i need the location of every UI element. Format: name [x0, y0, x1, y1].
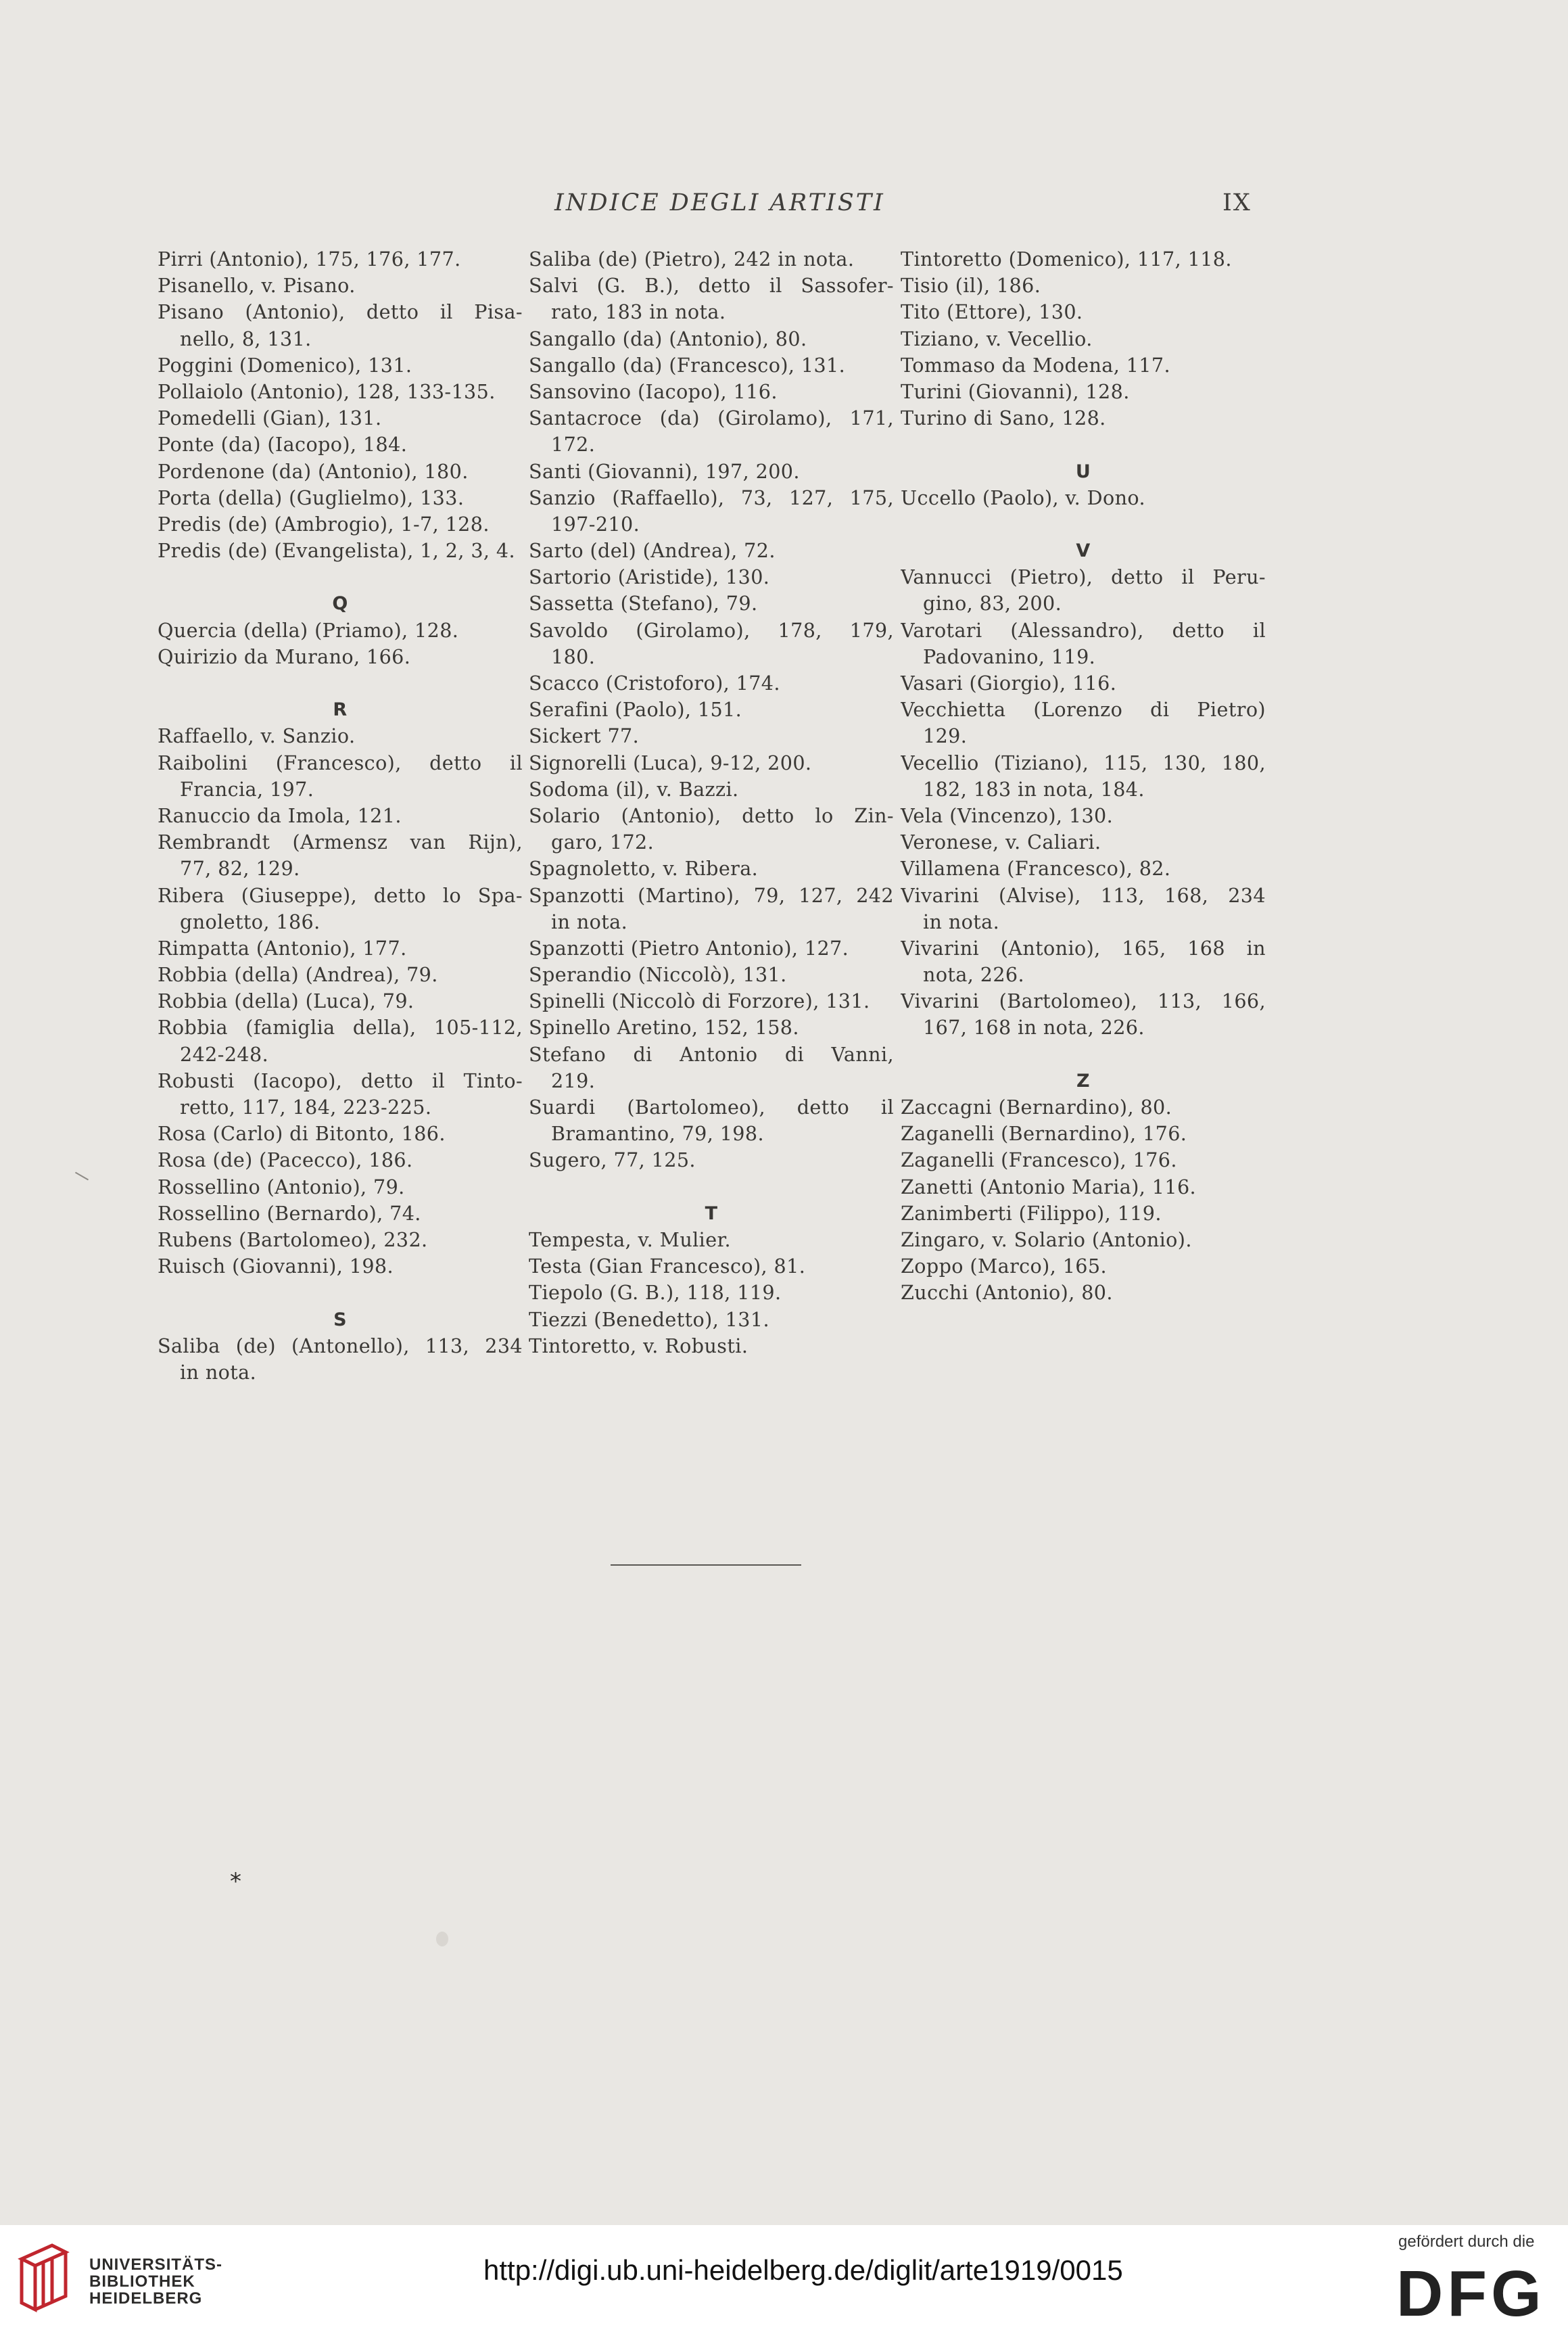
index-entry-line: Rossellino (Bernardo), 74. [158, 1201, 421, 1225]
dfg-logo[interactable]: DFG [1396, 2258, 1546, 2330]
index-entry-line: Robusti (Iacopo), detto il Tinto- [158, 1069, 523, 1092]
index-entry-line: Spinello Aretino, 152, 158. [529, 1016, 799, 1039]
index-entry-line: Sodoma (il), v. Bazzi. [529, 777, 739, 801]
index-entry-line: Zanetti (Antonio Maria), 116. [901, 1175, 1197, 1198]
index-entry-line: Spanzotti (Pietro Antonio), 127. [529, 936, 849, 960]
index-entry-line: gino, 83, 200. [923, 592, 1062, 615]
index-entry-line: Ponte (da) (Iacopo), 184. [158, 433, 408, 457]
index-entry-line: in nota. [180, 1360, 257, 1384]
index-entry-line: 242-248. [180, 1042, 269, 1066]
index-entry-line: Vecchietta (Lorenzo di Pietro) [901, 698, 1266, 722]
index-entry-line: Pordenone (da) (Antonio), 180. [158, 459, 469, 483]
index-entry-line: Zoppo (Marco), 165. [901, 1255, 1107, 1278]
index-entry-line: Sugero, 77, 125. [529, 1148, 696, 1172]
digitization-url-link[interactable]: http://digi.ub.uni-heidelberg.de/diglit/arte1919/0015 [483, 2254, 1123, 2286]
index-entry-line: Tempesta, v. Mulier. [529, 1228, 731, 1251]
index-entry-line: Uccello (Paolo), v. Dono. [901, 486, 1146, 509]
index-entry-line: 172. [551, 433, 596, 457]
section-letter-heading: Q [332, 593, 348, 615]
index-entry-line: Pisano (Antonio), detto il Pisa- [158, 300, 523, 324]
index-entry-line: Ruisch (Giovanni), 198. [158, 1255, 394, 1278]
section-letter-heading: T [705, 1202, 718, 1224]
index-entry-line: Savoldo (Girolamo), 178, 179, [529, 618, 894, 642]
index-entry-line: Zaccagni (Bernardino), 80. [901, 1096, 1172, 1119]
index-entry-line: Padovanino, 119. [923, 645, 1096, 668]
index-entry-line: Pollaiolo (Antonio), 128, 133-135. [158, 379, 496, 403]
index-entry-line: Tintoretto, v. Robusti. [529, 1334, 749, 1357]
index-entry-line: Varotari (Alessandro), detto il [901, 618, 1266, 642]
index-entry-line: 77, 82, 129. [180, 857, 300, 881]
running-title: INDICE DEGLI ARTISTI [554, 189, 885, 216]
index-entry-line: Robbia (della) (Luca), 79. [158, 989, 414, 1013]
index-entry-line: Vecellio (Tiziano), 115, 130, 180, [901, 751, 1266, 774]
index-entry-line: Zanimberti (Filippo), 119. [901, 1201, 1162, 1225]
section-letter-heading: Z [1076, 1070, 1090, 1092]
index-entry-line: Turino di Sano, 128. [901, 406, 1106, 430]
index-entry-line: Spinelli (Niccolò di Forzore), 131. [529, 989, 870, 1013]
index-entry-line: nello, 8, 131. [180, 327, 312, 350]
index-entry-line: Vannucci (Pietro), detto il Peru- [901, 565, 1266, 589]
index-entry-line: Stefano di Antonio di Vanni, [529, 1042, 894, 1066]
index-entry-line: 167, 168 in nota, 226. [923, 1016, 1145, 1039]
index-entry-line: Pisanello, v. Pisano. [158, 274, 356, 298]
index-entry-line: Rosa (Carlo) di Bitonto, 186. [158, 1122, 446, 1146]
index-entry-line: Rossellino (Antonio), 79. [158, 1175, 405, 1198]
index-entry-line: Vivarini (Alvise), 113, 168, 234 [901, 883, 1266, 907]
index-entry-line: Sansovino (Iacopo), 116. [529, 379, 778, 403]
index-column-3 [901, 246, 1266, 1307]
library-logo-icon[interactable] [15, 2239, 76, 2316]
index-entry-line: Sarto (del) (Andrea), 72. [529, 539, 776, 563]
index-entry-line: Quirizio da Murano, 166. [158, 645, 411, 668]
index-entry-line: Sanzio (Raffaello), 73, 127, 175, [529, 486, 894, 509]
page-header [0, 189, 1568, 223]
index-entry-line: nota, 226. [923, 963, 1025, 987]
index-entry-line: in nota. [923, 910, 1000, 933]
index-column-2 [529, 246, 894, 1359]
index-entry-line: Poggini (Domenico), 131. [158, 353, 412, 377]
index-entry-line: Sartorio (Aristide), 130. [529, 565, 770, 589]
index-entry-line: Tiezzi (Benedetto), 131. [529, 1307, 769, 1331]
index-entry-line: Santacroce (da) (Girolamo), 171, [529, 406, 894, 430]
index-entry-line: Tisio (il), 186. [901, 274, 1041, 298]
index-entry-line: Bramantino, 79, 198. [551, 1122, 764, 1146]
index-entry-line: Saliba (de) (Pietro), 242 in nota. [529, 248, 855, 271]
section-letter-heading: R [333, 699, 348, 721]
index-entry-line: Vasari (Giorgio), 116. [901, 672, 1117, 695]
blank-line [158, 564, 523, 590]
digitization-footer [0, 2225, 1568, 2336]
library-name-line: UNIVERSITÄTS- [89, 2256, 223, 2274]
blank-line [901, 1042, 1266, 1068]
index-entry-line: gnoletto, 186. [180, 910, 320, 933]
index-entry-line: 180. [551, 645, 596, 668]
index-entry-line: Ribera (Giuseppe), detto lo Spa- [158, 883, 523, 907]
index-entry-line: Quercia (della) (Priamo), 128. [158, 618, 459, 642]
index-entry-line: Villamena (Francesco), 82. [901, 857, 1171, 881]
index-entry-line: Rembrandt (Armensz van Rijn), [158, 831, 523, 854]
index-entry-line: Tiepolo (G. B.), 118, 119. [529, 1281, 782, 1305]
index-entry-line: Scacco (Cristoforo), 174. [529, 672, 780, 695]
library-name-line: HEIDELBERG [89, 2289, 203, 2308]
blank-line [158, 670, 523, 697]
index-entry-line: Signorelli (Luca), 9-12, 200. [529, 751, 812, 774]
index-entry-line: Veronese, v. Caliari. [901, 831, 1101, 854]
index-entry-line: Tommaso da Modena, 117. [901, 353, 1170, 377]
index-entry-line: Zucchi (Antonio), 80. [901, 1281, 1113, 1305]
index-entry-line: Tito (Ettore), 130. [901, 300, 1083, 324]
index-entry-line: Sassetta (Stefano), 79. [529, 592, 758, 615]
index-entry-line: in nota. [551, 910, 628, 933]
index-entry-line: Zaganelli (Francesco), 176. [901, 1148, 1177, 1172]
index-entry-line: Rubens (Bartolomeo), 232. [158, 1228, 428, 1251]
index-entry-line: Robbia (della) (Andrea), 79. [158, 963, 438, 987]
index-entry-line: Vela (Vincenzo), 130. [901, 803, 1114, 827]
index-entry-line: Francia, 197. [180, 777, 314, 801]
index-entry-line: Turini (Giovanni), 128. [901, 379, 1130, 403]
index-entry-line: Predis (de) (Evangelista), 1, 2, 3, 4. [158, 539, 515, 563]
index-entry-line: Spanzotti (Martino), 79, 127, 242 [529, 883, 894, 907]
library-name-line: BIBLIOTHEK [89, 2272, 195, 2291]
index-entry-line: Zingaro, v. Solario (Antonio). [901, 1228, 1192, 1251]
index-entry-line: retto, 117, 184, 223-225. [180, 1096, 432, 1119]
asterisk-mark: * [230, 1868, 241, 1895]
index-entry-line: Sickert 77. [529, 724, 640, 748]
index-entry-line: Salvi (G. B.), detto il Sassofer- [529, 274, 894, 298]
index-entry-line: Sangallo (da) (Francesco), 131. [529, 353, 846, 377]
end-rule [611, 1564, 801, 1566]
blank-line [529, 1174, 894, 1200]
index-entry-line: Tintoretto (Domenico), 117, 118. [901, 248, 1232, 271]
library-name[interactable] [89, 2256, 222, 2307]
index-entry-line: Raibolini (Francesco), detto il [158, 751, 523, 774]
index-entry-line: Raffaello, v. Sanzio. [158, 724, 356, 748]
index-entry-line: 182, 183 in nota, 184. [923, 777, 1145, 801]
index-entry-line: Zaganelli (Bernardino), 176. [901, 1122, 1187, 1146]
index-entry-line: Vivarini (Bartolomeo), 113, 166, [901, 989, 1266, 1013]
index-entry-line: Vivarini (Antonio), 165, 168 in [901, 936, 1266, 960]
index-entry-line: 129. [923, 724, 968, 748]
index-entry-line: Pomedelli (Gian), 131. [158, 406, 382, 430]
blank-line [901, 511, 1266, 538]
index-entry-line: Rosa (de) (Pacecco), 186. [158, 1148, 413, 1172]
index-entry-line: Robbia (famiglia della), 105-112, [158, 1016, 523, 1039]
blank-line [158, 1280, 523, 1306]
page-number: IX [1222, 189, 1252, 216]
index-entry-line: Saliba (de) (Antonello), 113, 234 [158, 1334, 523, 1357]
index-entry-line: Solario (Antonio), detto lo Zin- [529, 803, 894, 827]
index-entry-line: Testa (Gian Francesco), 81. [529, 1255, 806, 1278]
index-entry-line: Pirri (Antonio), 175, 176, 177. [158, 248, 461, 271]
index-entry-line: 219. [551, 1069, 596, 1092]
index-column-1 [158, 246, 523, 1386]
section-letter-heading: U [1075, 461, 1091, 482]
index-entry-line: Predis (de) (Ambrogio), 1-7, 128. [158, 512, 490, 536]
index-entry-line: Ranuccio da Imola, 121. [158, 803, 402, 827]
index-entry-line: Suardi (Bartolomeo), detto il [529, 1096, 894, 1119]
paper-smudge [436, 1932, 448, 1946]
index-entry-line: rato, 183 in nota. [551, 300, 726, 324]
index-entry-line: Santi (Giovanni), 197, 200. [529, 459, 800, 483]
index-entry-line: 197-210. [551, 512, 640, 536]
index-entry-line: Sangallo (da) (Antonio), 80. [529, 327, 807, 350]
index-entry-line: Spagnoletto, v. Ribera. [529, 857, 759, 881]
index-entry-line: Serafini (Paolo), 151. [529, 698, 742, 722]
section-letter-heading: S [333, 1309, 347, 1330]
index-entry-line: Rimpatta (Antonio), 177. [158, 936, 407, 960]
section-letter-heading: V [1076, 540, 1091, 562]
blank-line [901, 431, 1266, 458]
index-entry-line: Sperandio (Niccolò), 131. [529, 963, 787, 987]
funded-by-label: gefördert durch die [1398, 2233, 1535, 2251]
index-entry-line: Porta (della) (Guglielmo), 133. [158, 486, 465, 509]
paper-mark [75, 1172, 89, 1181]
index-entry-line: Tiziano, v. Vecellio. [901, 327, 1093, 350]
index-entry-line: garo, 172. [551, 831, 655, 854]
